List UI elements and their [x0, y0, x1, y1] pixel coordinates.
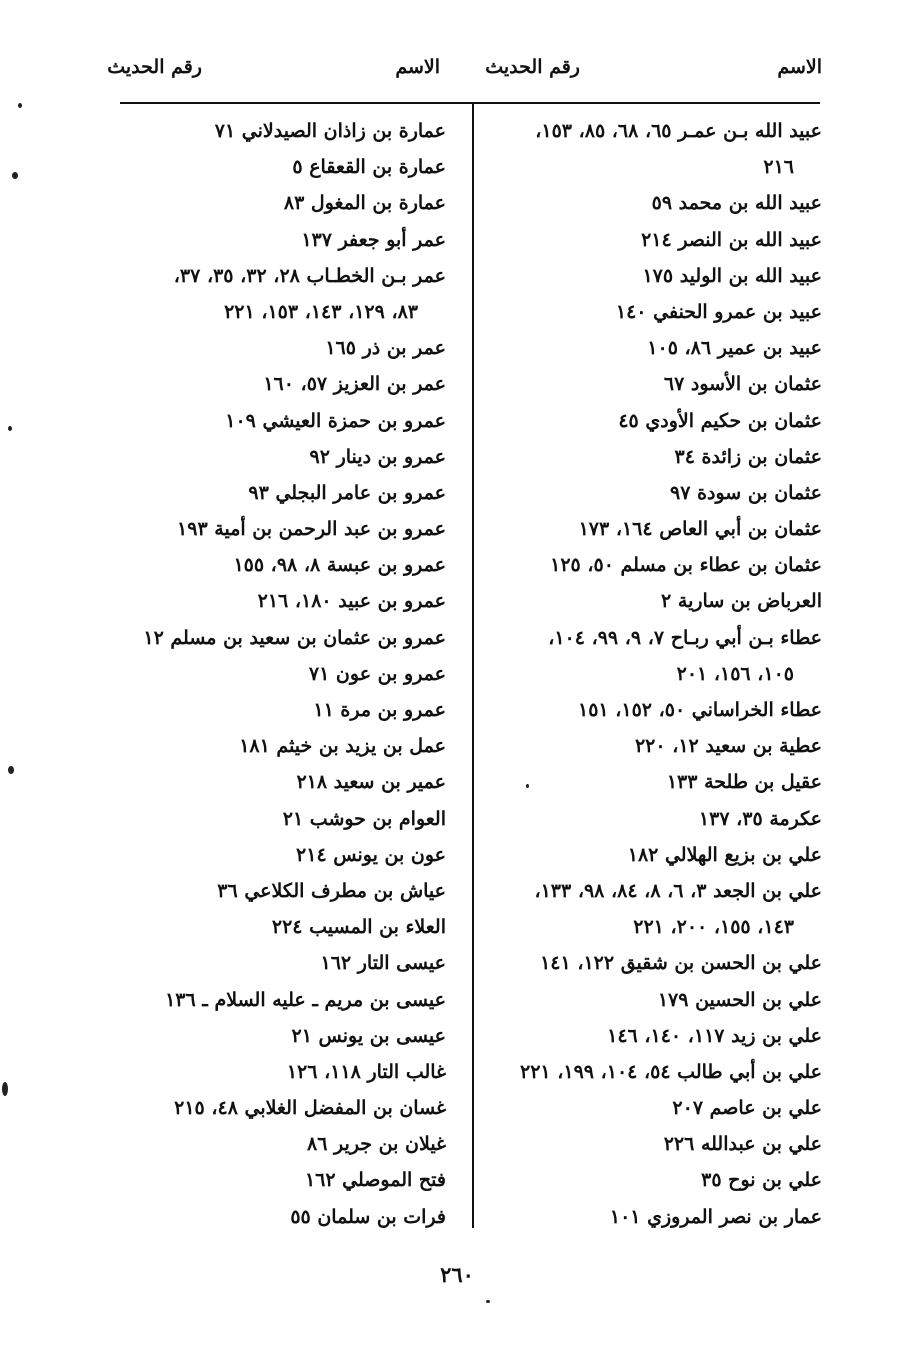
column-divider [472, 102, 474, 1228]
index-entry: عكرمة ٣٥، ١٣٧ [698, 807, 822, 830]
index-entry: عمارة بن المغول ٨٣ [283, 192, 446, 215]
index-entry: عثمان بن زائدة ٣٤ [674, 445, 822, 468]
index-entry: عبيد بن عمرو الحنفي ١٤٠ [615, 300, 822, 323]
scan-speck [8, 766, 14, 774]
index-entry: علي بن الحسين ١٧٩ [657, 988, 822, 1011]
index-entry: عون بن يونس ٢١٤ [296, 843, 446, 866]
index-entry: عمارة بن القعقاع ٥ [292, 156, 446, 179]
index-entry: عثمان بن سودة ٩٧ [670, 481, 822, 504]
index-entry: عثمان بن عطاء بن مسلم ٥٠، ١٢٥ [550, 554, 822, 577]
index-entry: عمرو بن حمزة العيشي ١٠٩ [225, 409, 446, 432]
index-entry: فرات بن سلمان ٥٥ [290, 1205, 446, 1228]
left-name-header: الاسم [395, 56, 440, 78]
index-entry: عيسى بن مريم ـ عليه السلام ـ ١٣٦ [165, 988, 446, 1011]
index-entry: عيسى التار ١٦٢ [320, 952, 446, 975]
right-number-header: رقم الحديث [485, 56, 580, 78]
index-entry: العلاء بن المسيب ٢٢٤ [271, 916, 446, 939]
index-entry: عمرو بن عبد الرحمن بن أمية ١٩٣ [177, 518, 446, 541]
index-entry: عمر بن ذر ١٦٥ [325, 337, 446, 360]
index-entry: غيلان بن جرير ٨٦ [307, 1133, 446, 1156]
left-number-header: رقم الحديث [107, 56, 202, 78]
index-entry-continuation: ١٠٥، ١٥٦، ٢٠١ [676, 662, 794, 685]
left-column [116, 116, 446, 1238]
index-entry: عمرو بن مرة ١١ [313, 699, 446, 721]
index-entry-continuation: ٨٣، ١٢٩، ١٤٣، ١٥٣، ٢٢١ [224, 300, 418, 323]
index-entry: عياش بن مطرف الكلاعي ٣٦ [217, 879, 446, 902]
index-entry: عيسى بن يونس ٢١ [291, 1024, 446, 1047]
index-entry: علي بن نوح ٣٥ [701, 1169, 822, 1192]
page-number: ٢٦٠ [440, 1262, 474, 1287]
index-entry: عمير بن سعيد ٢١٨ [296, 771, 446, 794]
index-entry: فتح الموصلي ١٦٢ [304, 1169, 446, 1192]
index-entry: عمرو بن دينار ٩٢ [309, 445, 446, 468]
index-entry: عمرو بن عبسة ٨، ٩٨، ١٥٥ [233, 554, 446, 577]
index-entry: عمل بن يزيد بن خيثم ١٨١ [239, 735, 446, 758]
index-entry: عمرو بن عون ٧١ [308, 662, 446, 685]
index-entry: عطية بن سعيد ١٢، ٢٢٠ [634, 735, 822, 758]
index-entry: عقيل بن طلحة ١٣٣ [666, 771, 822, 794]
index-entry: عمار بن نصر المروزي ١٠١ [609, 1205, 822, 1228]
index-entry: علي بن بزيع الهلالي ١٨٢ [627, 843, 822, 866]
index-entry: عمر أبو جعفر ١٣٧ [301, 228, 446, 251]
index-entry: غالب التار ١١٨، ١٢٦ [286, 1060, 446, 1083]
header-rule [120, 102, 820, 104]
index-entry-continuation: ١٤٣، ١٥٥، ٢٠٠، ٢٢١ [633, 916, 794, 939]
index-entry: عثمان بن أبي العاص ١٦٤، ١٧٣ [578, 518, 822, 541]
scan-speck [18, 103, 22, 108]
index-entry: عثمان بن الأسود ٦٧ [663, 373, 822, 396]
index-entry: عبيد الله بن الوليد ١٧٥ [642, 264, 822, 287]
index-entry: علي بن زيد ١١٧، ١٤٠، ١٤٦ [607, 1024, 822, 1047]
index-entry: عثمان بن حكيم الأودي ٤٥ [618, 409, 822, 432]
index-entry: عبيد الله بـن عمـر ٦٥، ٦٨، ٨٥، ١٥٣، [535, 120, 822, 142]
scan-speck [526, 784, 529, 788]
index-entry: علي بن أبي طالب ٥٤، ١٠٤، ١٩٩، ٢٢١ [520, 1060, 822, 1083]
scan-speck [12, 172, 18, 179]
index-entry: العوام بن حوشب ٢١ [282, 807, 446, 830]
index-entry: علي بن الجعد ٣، ٦، ٨، ٨٤، ٩٨، ١٣٣، [534, 879, 822, 902]
index-entry: عبيد بن عمير ٨٦، ١٠٥ [647, 337, 822, 360]
index-entry: عبيد الله بن محمد ٥٩ [651, 192, 822, 215]
index-entry: عمارة بن زاذان الصيدلاني ٧١ [214, 120, 446, 142]
index-entry: عطاء الخراساني ٥٠، ١٥٢، ١٥١ [578, 699, 822, 721]
scan-speck [2, 1082, 8, 1096]
index-entry-continuation: ٢١٦ [763, 156, 794, 179]
index-entry: علي بن عاصم ٢٠٧ [672, 1097, 822, 1120]
index-entry: علي بن عبدالله ٢٢٦ [663, 1133, 822, 1156]
index-entry: عبيد الله بن النصر ٢١٤ [641, 228, 822, 251]
index-entry: علي بن الحسن بن شقيق ١٢٢، ١٤١ [540, 952, 822, 975]
scan-speck [486, 1300, 490, 1303]
index-entry: عمر بـن الخطـاب ٢٨، ٣٢، ٣٥، ٣٧، [173, 264, 446, 287]
index-entry: العرباض بن سارية ٢ [661, 590, 822, 613]
index-entry: عمرو بن عامر البجلي ٩٣ [248, 481, 446, 504]
index-entry: عمر بن العزيز ٥٧، ١٦٠ [263, 373, 446, 396]
index-entry: عطاء بـن أبي ربـاح ٧، ٩، ٩٩، ١٠٤، [548, 626, 822, 649]
index-entry: غسان بن المفضل الغلابي ٤٨، ٢١٥ [174, 1097, 446, 1120]
index-entry: عمرو بن عبيد ١٨٠، ٢١٦ [257, 590, 446, 613]
index-entry: عمرو بن عثمان بن سعيد بن مسلم ١٢ [143, 626, 446, 649]
right-column [496, 116, 822, 1238]
right-name-header: الاسم [777, 56, 822, 78]
scan-speck [8, 426, 12, 431]
